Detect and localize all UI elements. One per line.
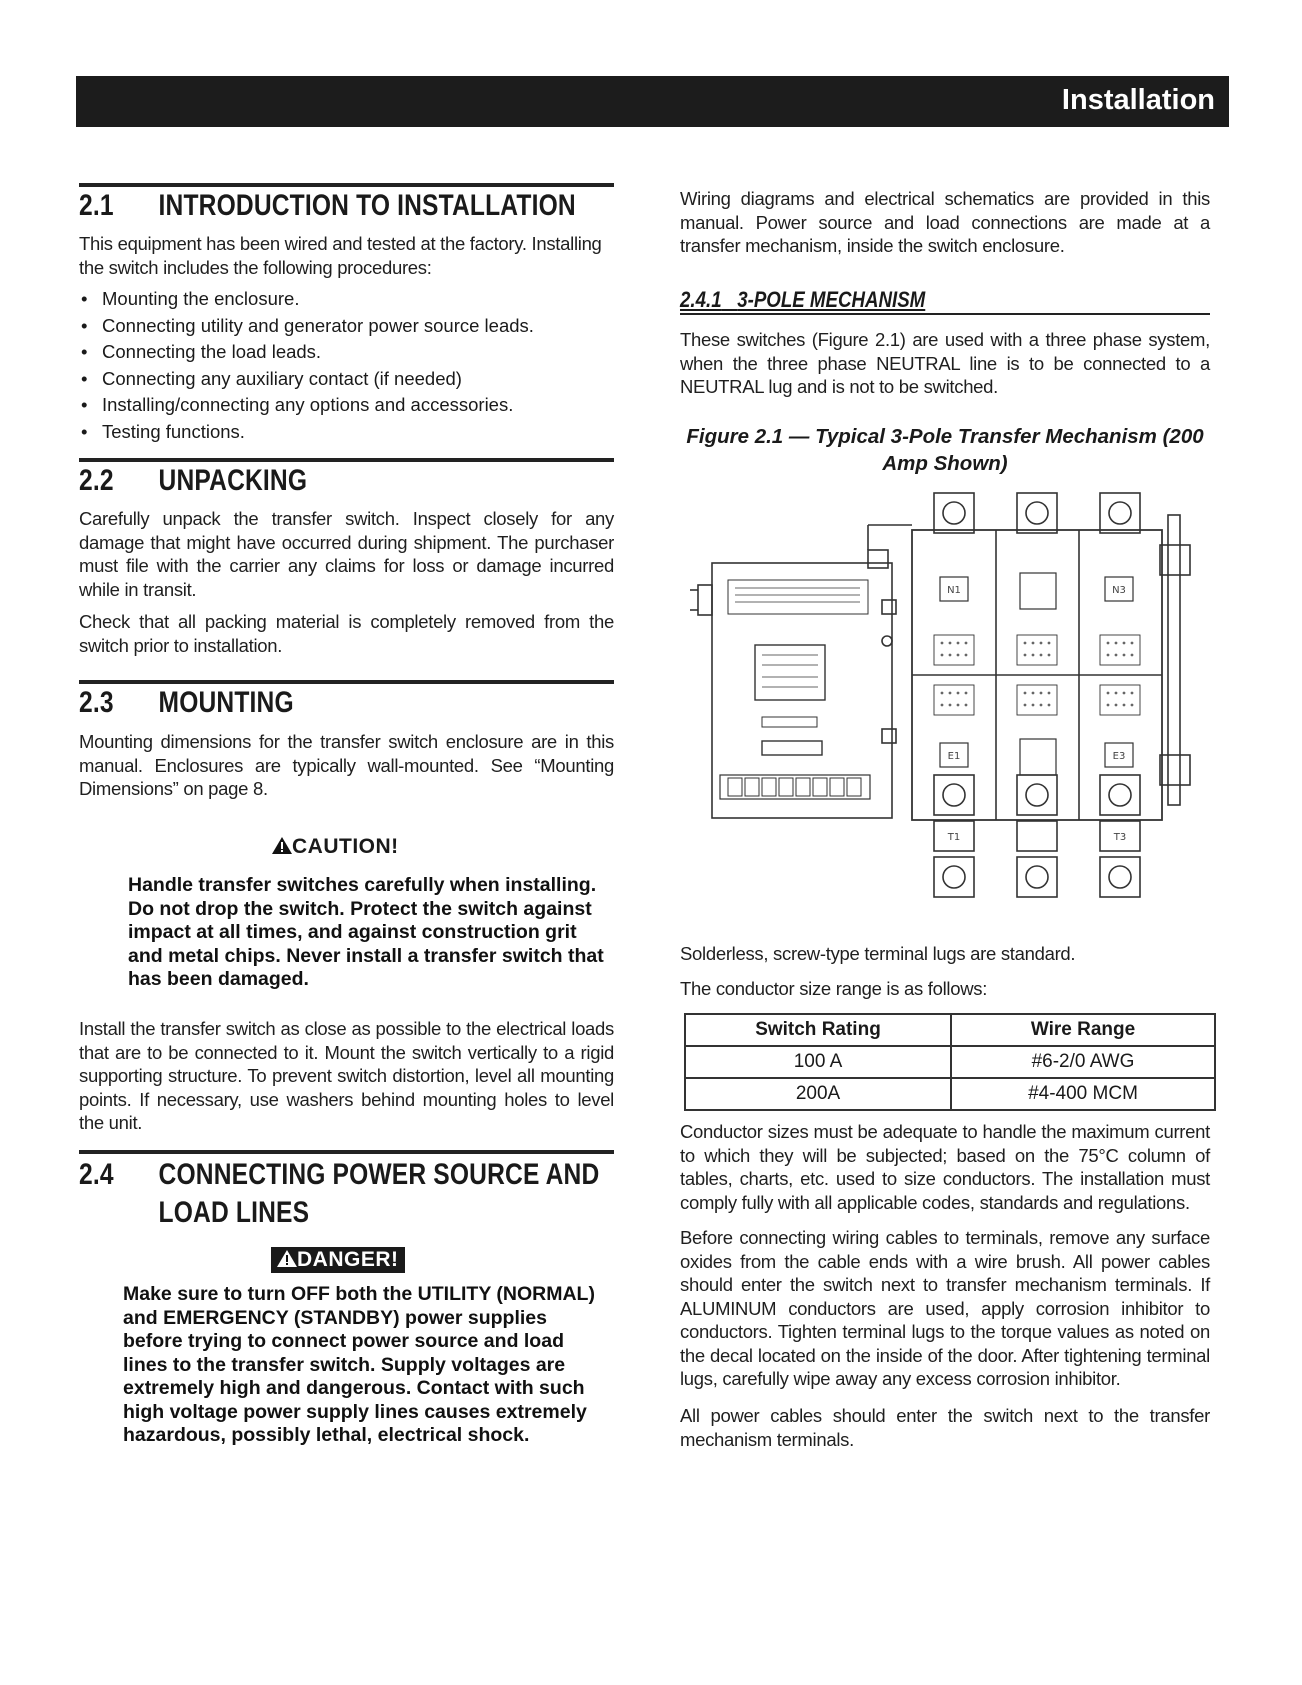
danger-message: Make sure to turn OFF both the UTILITY (NORMAL) and EMERGENCY (STANDBY) power supplies before trying to connect power source and load lines to the transfer switch. Supply voltages are extremely high and dangerous. Contact with such high voltage power supply lines causes extremely hazardous, possibly lethal, electrical shock.: [123, 1283, 595, 1446]
section-number: 2.2: [79, 464, 114, 497]
section-rule-2-3: [79, 680, 614, 684]
table-header-row: [685, 1014, 1215, 1046]
section-heading-2-2: [79, 464, 307, 498]
subsection-title: 3-POLE MECHANISM: [737, 287, 926, 312]
mounting-paragraph-1: Mounting dimensions for the transfer switch enclosure are in this manual. Enclosures are typically wall-mounted. See “Mounting Dimensions” on page 8.: [79, 731, 614, 799]
label-e3: E3: [1112, 751, 1126, 762]
range-intro-paragraph: The conductor size range is as follows:: [680, 978, 988, 999]
list-item: • Mounting the enclosure.: [79, 286, 614, 313]
column-header: Switch Rating: [685, 1014, 951, 1046]
conductor-size-paragraph: Conductor sizes must be adequate to handle the maximum current to which they will be subjected; based on the 75°C column of tables, charts, etc. used to size conductors. The installation must comply fully with all applicable codes, standards and regulations.: [680, 1121, 1210, 1213]
section-heading-2-3: [79, 686, 294, 720]
procedure-list: [79, 286, 614, 445]
cable-entry-paragraph: All power cables should enter the switch next to the transfer mechanism terminals.: [680, 1405, 1210, 1450]
list-item: • Testing functions.: [79, 419, 614, 446]
warning-triangle-icon: [272, 837, 292, 854]
section-title: MOUNTING: [158, 686, 294, 719]
section-rule-2-2: [79, 458, 614, 462]
column-header: Wire Range: [951, 1014, 1215, 1046]
section-number: 2.1: [79, 189, 114, 222]
danger-label: [271, 1247, 405, 1273]
table-cell: #4-400 MCM: [951, 1078, 1215, 1110]
transfer-mechanism-figure: [690, 485, 1210, 925]
table-row: [685, 1078, 1215, 1110]
table-cell: 200A: [685, 1078, 951, 1110]
unpacking-paragraph-2: Check that all packing material is completely removed from the switch prior to installation.: [79, 611, 614, 656]
wiring-intro-paragraph: Wiring diagrams and electrical schematics are provided in this manual. Power source and load connections are made at a transfer mechanism, inside the switch enclosure.: [680, 188, 1210, 256]
section-title-line-1: CONNECTING POWER SOURCE AND: [158, 1158, 600, 1191]
section-number: 2.4: [79, 1158, 114, 1191]
figure-caption: Figure 2.1 — Typical 3-Pole Transfer Mechanism (200 Amp Shown): [686, 425, 1204, 475]
intro-paragraph: This equipment has been wired and tested at the factory. Installing the switch includes the following procedures:: [79, 233, 602, 278]
subsection-heading-2-4-1: [680, 287, 925, 313]
list-item: • Installing/connecting any options and accessories.: [79, 392, 614, 419]
header-bar: [76, 76, 1229, 127]
danger-label-text: DANGER!: [297, 1248, 399, 1271]
section-rule-2-1: [79, 183, 614, 187]
table-cell: 100 A: [685, 1046, 951, 1078]
connection-paragraph: Before connecting wiring cables to terminals, remove any surface oxides from the cable ends with a wire brush. All power cables should enter the switch next to transfer mechanism terminals. If ALUMINUM conductors are used, apply corrosion inhibitor to conductors. Tighten terminal lugs to the torque values as noted on the decal located on the inside of the door. After tightening terminal lugs, carefully wipe away any excess corrosion inhibitor.: [680, 1227, 1210, 1389]
section-heading-2-4: [79, 1156, 599, 1232]
unpacking-paragraph-1: Carefully unpack the transfer switch. Inspect closely for any damage that might have occurred during shipment. The purchaser must file with the carrier any claims for loss or damage incurred while in transit.: [79, 508, 614, 600]
subsection-rule: [680, 313, 1210, 315]
table-cell: #6-2/0 AWG: [951, 1046, 1215, 1078]
caution-message: Handle transfer switches carefully when installing. Do not drop the switch. Protect the switch against impact at all times, and against construction grit and metal chips. Never install a transfer switch that has been damaged.: [128, 874, 604, 990]
mounting-paragraph-2: Install the transfer switch as close as possible to the electrical loads that are to be connected to it. Mount the switch vertically to a rigid supporting structure. To prevent switch distortion, level all mounting points. If necessary, use washers behind mounting holes to level the unit.: [79, 1018, 614, 1133]
label-t1: T1: [947, 832, 961, 843]
table-row: [685, 1046, 1215, 1078]
label-t3: T3: [1113, 832, 1127, 843]
section-rule-2-4: [79, 1150, 614, 1154]
label-n1: N1: [947, 585, 961, 596]
list-item: • Connecting any auxiliary contact (if needed): [79, 366, 614, 393]
section-heading-2-1: [79, 189, 576, 223]
warning-triangle-icon: [277, 1250, 297, 1267]
list-item: • Connecting utility and generator power source leads.: [79, 313, 614, 340]
wire-range-table: [684, 1013, 1216, 1111]
caution-label: [272, 835, 399, 859]
label-n3: N3: [1112, 585, 1126, 596]
page-section-title: Installation: [1061, 84, 1215, 116]
control-board: [712, 563, 892, 818]
section-title: INTRODUCTION TO INSTALLATION: [158, 189, 576, 222]
section-title-line-2: LOAD LINES: [158, 1196, 310, 1229]
section-number: 2.3: [79, 686, 114, 719]
three-pole-paragraph: These switches (Figure 2.1) are used with a three phase system, when the three phase NEUTRAL line is to be connected to a NEUTRAL lug and is not to be switched.: [680, 329, 1210, 397]
list-item: • Connecting the load leads.: [79, 339, 614, 366]
section-title: UNPACKING: [158, 464, 308, 497]
label-e1: E1: [947, 751, 961, 762]
subsection-number: 2.4.1: [680, 287, 722, 312]
caution-label-text: CAUTION!: [292, 835, 399, 858]
lugs-paragraph: Solderless, screw-type terminal lugs are standard.: [680, 943, 1076, 964]
